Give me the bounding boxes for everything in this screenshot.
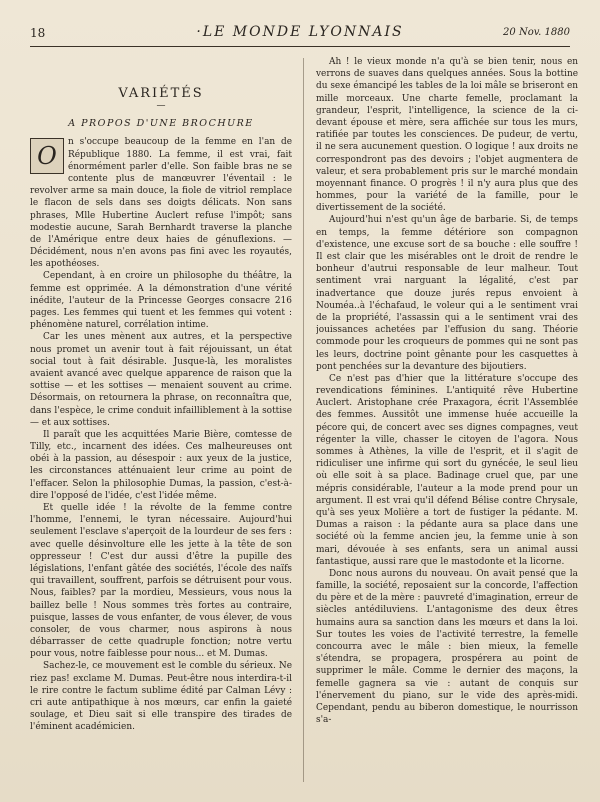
- paragraph-text: n s'occupe beaucoup de la femme en l'an de République 1880. La femme, il est vrai, fait énormément parler d'elle. Son faible bras ne se contente plus de manœuvrer l'éventail : le revolver arme sa main douce, la fiole de vitriol remplace le flacon de sels dans ses doigts délicats. Non sans phrases, Mlle Hubertine Auclert refuse l'impôt; sans modestie aucune, Sarah Bernhardt traverse la planche de l'Amérique entre deux haies de génuflexions. — Décidément, nous n'en avons pas fini avec les royautés, les apothéoses.: [30, 137, 292, 270]
- section-title: VARIÉTÉS: [118, 86, 204, 101]
- left-paragraphs: [30, 136, 292, 733]
- paragraph: Aujourd'hui n'est qu'un âge de barbarie. Si, de temps en temps, la femme détériore son compagnon d'existence, une excuse sort de sa bouche : elle souffre ! Il est clair que les misérables ont le droit de rendre le bonheur d'autrui responsable de leur malheur. Tout sentiment vrai narguant la légalité, c'est par inadvertance que douze jurés repus envoient à Nouméa..à l'échafaud, le voleur qui a le sentiment vrai de la propriété, l'assassin qui a le sentiment vrai des jouissances achetées par l'effusion du sang. Théorie commode pour les croqueurs de pommes qui ne sont pas les leurs, doctrine point gênante pour les casquettes à pont penchées sur la devanture des bijoutiers.: [316, 215, 578, 372]
- page-header: [30, 18, 570, 47]
- paragraph: Il paraît que les acquittées Marie Bière, comtesse de Tilly, etc., incarnent des idées. Ces malheureuses ont obéi à la passion, au désespoir : aux yeux de la justice, les circonstances atténuaient leur crime au point de l'effacer. Selon la philosophie Dumas, la passion, c'est-à-dire l'opposé de l'idée, c'est l'idée même.: [30, 429, 292, 501]
- paragraph: Ce n'est pas d'hier que la littérature s'occupe des revendications féminines. L'antiquité rêve Hubertine Auclert. Aristophane crée Praxagora, écrit l'Assemblée des femmes. Aussitôt une immense huée accueille la pécore qui, de concert avec ses dignes compagnes, veut régenter la ville, chasser le citoyen de l'agora. Nous sommes à Athènes, la ville de l'esprit, et il s'agit de ridiculiser une infirme qui sort du gynécée, le seul lieu où elle soit à sa place. Badinage cruel que, par une mépris considérable, l'auteur a la mode prend pour un argument. Il est vrai qu'il défend Bélise contre Chrysale, qu'à ses yeux Molière a tort de fustiger la pédante. M. Dumas a raison : la pédante aura sa place dans une société où la femme ancien jeu, la femme unie à son mari, dévouée à ses enfants, sera un animal aussi fantastique, aussi rare que le mastodonte et la licorne.: [316, 373, 578, 567]
- page-number: 18: [30, 26, 46, 40]
- paragraph: Donc nous aurons du nouveau. On avait pensé que la famille, la société, reposaient sur la concorde, l'affection du père et de la mère : pauvreté d'imagination, erreur de siècles antédiluviens. L'antagonisme des deux êtres humains aura sa sanction dans les mœurs et dans la loi. Sur toutes les voies de l'activité terrestre, la femelle concourra avec le mâle : bien mieux, la femelle s'étendra, se propagera, prospérera au point de supprimer le mâle. Comme le dernier des maçons, la femelle gagnera sa vie : autant de conquis sur l'énervement du piano, sur le vide des après-midi. Cependant, pendu au biberon domestique, le nourrisson s'a-: [316, 568, 578, 726]
- paragraph: Sachez-le, ce mouvement est le comble du sérieux. Ne riez pas! exclame M. Dumas. Peut-être nous interdira-t-il le rire contre le factum sublime édité par Calman Lévy : cri aute antipathique à nos mœurs, car enfin la gaieté soulage, et Dieu sait si elle transpire des tirades de l'éminent académicien.: [30, 661, 292, 733]
- right-column: [316, 56, 578, 784]
- section-rule: —: [156, 101, 166, 112]
- left-column: [30, 56, 292, 784]
- column-divider: [303, 58, 304, 782]
- paragraph: [30, 136, 292, 270]
- issue-date: 20 Nov. 1880: [503, 27, 570, 38]
- paragraph: Et quelle idée ! la révolte de la femme contre l'homme, l'ennemi, le tyran nécessaire. Aujourd'hui seulement l'esclave s'aperçoit de la lourdeur de ses fers : avec quelle désinvolture elle les jette à la tête de son oppresseur ! C'est dur aussi d'être la pupille des législations, l'enfant gâtée des sociétés, l'école des naïfs qui travaillent, souffrent, parfois se détruisent pour vous. Nous, faibles? par la mordieu, Messieurs, vous nous la baillez belle ! Nous sommes très fortes au contraire, puisque, lasses de vous enfanter, de vous élever, de vous consoler, de vous charmer, nous aspirons à nous débarrasser de cette quadruple fonction; notre vertu pour vous, notre faiblesse pour nous... et M. Dumas.: [30, 503, 292, 660]
- paragraph: Car les unes mènent aux autres, et la perspective nous promet un avenir tout à fait réjouissant, un état social tout à fait désirable. Jusque-là, les moralistes avaient avancé avec quelque apparence de raison que la sottise — et les sottises — menaient souvent au crime. Désormais, on retournera la phrase, on reconnaîtra que, dans l'espèce, le crime conduit infailliblement à la sottise — et aux sottises.: [30, 332, 292, 428]
- paragraph: Cependant, à en croire un philosophe du théâtre, la femme est opprimée. A la démonstration d'une vérité inédite, l'auteur de la Princesse Georges consacre 216 pages. Les femmes qui tuent et les femmes qui votent : phénomène naturel, corrélation intime.: [30, 271, 292, 331]
- article-title: A PROPOS D'UNE BROCHURE: [68, 118, 254, 130]
- dropcap: O: [30, 138, 64, 174]
- magazine-title: ·LE MONDE LYONNAIS: [196, 24, 404, 40]
- paragraph: Ah ! le vieux monde n'a qu'à se bien tenir, nous en verrons de suaves dans quelques années. Sous la bottine du sexe émancipé les tables de la loi mâle se briseront en mille morceaux. Une charte femelle, proclamant la grandeur, l'esprit, l'intelligence, la science de la ci-devant épouse et mère, sera affichée sur tous les murs, ratifiée par toutes les consciences. De pudeur, de vertu, il ne sera aucunement question. O logique ! aux droits ne correspondront pas des devoirs ; l'objet augmentera de valeur, et sera probablement pris sur le marché mondain moyennant finance. O progrès ! il n'y aura plus que des hommes, pour la variété de la famille, pour le divertissement de la société.: [316, 57, 578, 214]
